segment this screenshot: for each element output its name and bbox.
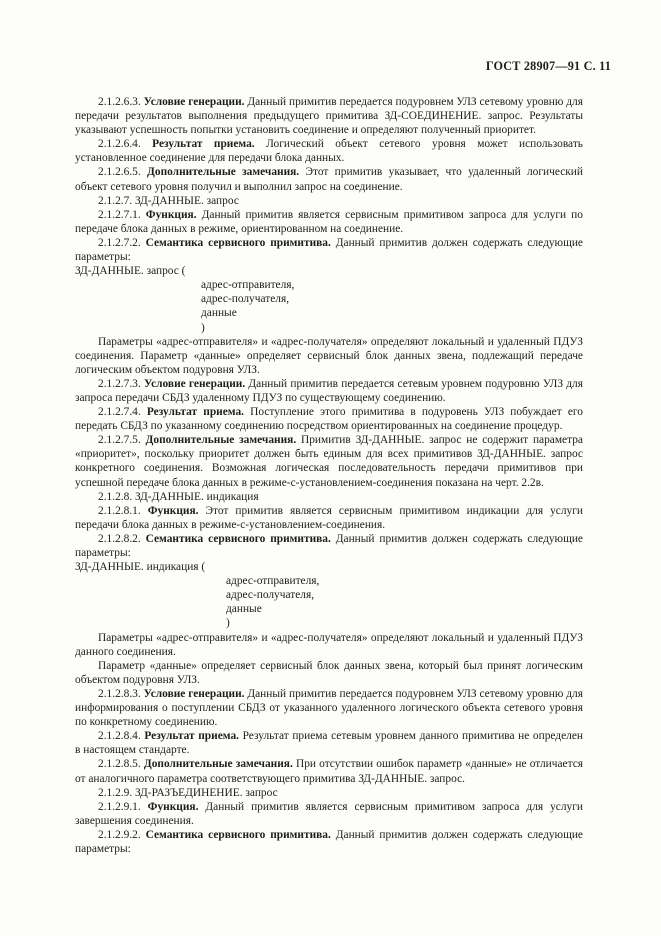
paragraph-2-1-2-6-3: 2.1.2.6.3. Условие генерации. Данный примитив передается подуровнем УЛЗ сетевому уровню для передачи результатов выполнения предыдущего примитива ЗД-СОЕДИНЕНИЕ. запрос. Результаты указывают успешность попытки установить соединение и определяют полученный приоритет. xyxy=(75,96,583,137)
signature-close: ) xyxy=(201,321,205,334)
paragraph-2-1-2-8-2: 2.1.2.8.2. Семантика сервисного примитива. Данный примитив должен содержать следующие параметры: xyxy=(75,532,583,559)
paragraph-data-param-desc: Параметр «данные» определяет сервисный блок данных звена, который был принят логическим объектом подуровня УЛЗ. xyxy=(75,659,583,686)
paragraph-2-1-2-9-2: 2.1.2.9.2. Семантика сервисного примитива. Данный примитив должен содержать следующие параметры: xyxy=(75,828,583,855)
section-heading-2-1-2-7: 2.1.2.7. ЗД-ДАННЫЕ. запрос xyxy=(98,194,239,207)
section-heading-2-1-2-9: 2.1.2.9. ЗД-РАЗЪЕДИНЕНИЕ. запрос xyxy=(98,786,278,799)
section-heading-2-1-2-8: 2.1.2.8. ЗД-ДАННЫЕ. индикация xyxy=(98,490,259,503)
paragraph-2-1-2-9-1: 2.1.2.9.1. Функция. Данный примитив является сервисным примитивом запроса для услуги завершения соединения. xyxy=(75,800,583,827)
primitive-signature: ЗД-ДАННЫЕ. индикация ( xyxy=(75,561,206,574)
paragraph-2-1-2-7-1: 2.1.2.7.1. Функция. Данный примитив является сервисным примитивом запроса для услуги по передаче блока данных в режиме, ориентированном на соединение. xyxy=(75,208,583,235)
paragraph-params-desc: Параметры «адрес-отправителя» и «адрес-получателя» определяют локальный и удаленный ПДУЗ данного соединения. xyxy=(75,631,583,658)
signature-param: данные xyxy=(226,603,262,616)
paragraph-2-1-2-8-3: 2.1.2.8.3. Условие генерации. Данный примитив передается подуровнем УЛЗ сетевому уровню для информирования о поступлении СБДЗ от указанного удаленного логического объекта сетевого уровня по конкретному соединению. xyxy=(75,687,583,729)
signature-param: адрес-получателя, xyxy=(226,589,315,602)
paragraph-2-1-2-8-5: 2.1.2.8.5. Дополнительные замечания. При отсутствии ошибок параметр «данные» не отличается от аналогичного параметра соответствующего примитива ЗД-ДАННЫЕ. запрос. xyxy=(75,758,584,785)
primitive-signature: ЗД-ДАННЫЕ. запрос ( xyxy=(75,265,186,278)
paragraph-2-1-2-6-5: 2.1.2.6.5. Дополнительные замечания. Этот примитив указывает, что удаленный логический объект сетевого уровня получил и выполнил запрос на соединение. xyxy=(75,166,583,193)
signature-param: адрес-отправителя, xyxy=(201,279,295,292)
document-body xyxy=(75,95,583,856)
signature-param: данные xyxy=(201,307,237,320)
paragraph-2-1-2-7-5: 2.1.2.7.5. Дополнительные замечания. Примитив ЗД-ДАННЫЕ. запрос не содержит параметра «приоритет», поскольку приоритет должен быть единым для всех примитивов ЗД-ДАННЫЕ. запрос конкретного соединения. Возможная логическая последовательность передачи примитивов при успешной передаче блока данных в режиме-с-установлением-соединения показана на черт. 2.2в. xyxy=(75,434,583,489)
paragraph-2-1-2-7-4: 2.1.2.7.4. Результат приема. Поступление этого примитива в подуровень УЛЗ побуждает его передать СБДЗ по указанному соединению посредством ориентированных на соединение процедур. xyxy=(75,406,583,433)
signature-param: адрес-получателя, xyxy=(201,293,290,306)
paragraph-2-1-2-7-2: 2.1.2.7.2. Семантика сервисного примитива. Данный примитив должен содержать следующие параметры: xyxy=(75,236,583,264)
page-header: ГОСТ 28907—91 С. 11 xyxy=(485,59,611,73)
signature-param: адрес-отправителя, xyxy=(226,575,320,588)
paragraph-params-desc: Параметры «адрес-отправителя» и «адрес-получателя» определяют локальный и удаленный ПДУЗ соединения. Параметр «данные» определяет сервисный блок данных звена, подлежащий передаче логическим объектом подуровня УЛЗ. xyxy=(75,335,583,376)
paragraph-2-1-2-8-4: 2.1.2.8.4. Результат приема. Результат приема сетевым уровнем данного примитива не определен в настоящем стандарте. xyxy=(75,730,583,757)
signature-close: ) xyxy=(226,617,230,630)
paragraph-2-1-2-6-4: 2.1.2.6.4. Результат приема. Логический объект сетевого уровня может использовать установленное соединение для передачи блока данных. xyxy=(75,138,583,165)
paragraph-2-1-2-7-3: 2.1.2.7.3. Условие генерации. Данный примитив передается сетевым уровнем подуровню УЛЗ для запроса передачи СБДЗ удаленному ПДУЗ по существующему соединению. xyxy=(75,377,583,404)
paragraph-2-1-2-8-1: 2.1.2.8.1. Функция. Этот примитив является сервисным примитивом индикации для услуги передачи блока данных в режиме-с-установлением-соединения. xyxy=(75,504,583,531)
